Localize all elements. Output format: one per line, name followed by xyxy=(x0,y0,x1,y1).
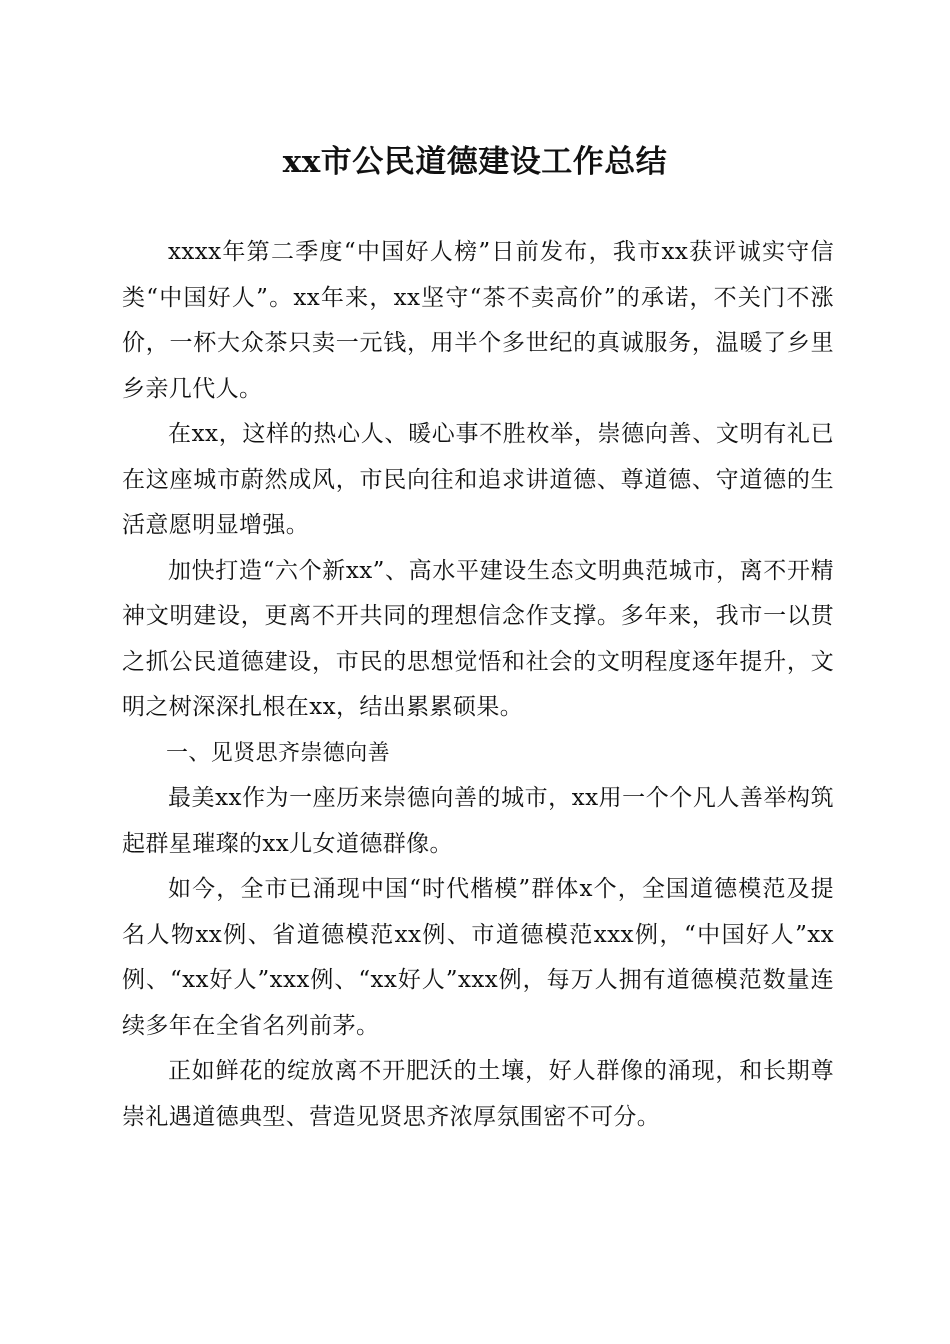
section-heading: 一、见贤思齐崇德向善 xyxy=(166,740,391,766)
paragraph: 最美xx作为一座历来崇德向善的城市，xx用一个个凡人善举构筑起群星璀璨的xx儿女道德群像。 xyxy=(122,785,834,857)
paragraph: xxxx年第二季度“中国好人榜”日前发布，我市xx获评诚实守信类“中国好人”。xx年来，xx坚守“茶不卖高价”的承诺，不关门不涨价，一杯大众茶只卖一元钱，用半个多世纪的真诚服务，温暖了乡里乡亲几代人。 xyxy=(122,239,834,402)
document-body xyxy=(122,230,834,1140)
paragraph: 在xx，这样的热心人、暖心事不胜枚举，崇德向善、文明有礼已在这座城市蔚然成风，市民向往和追求讲道德、尊道德、守道德的生活意愿明显增强。 xyxy=(122,421,834,538)
paragraph: 正如鲜花的绽放离不开肥沃的土壤，好人群像的涌现，和长期尊崇礼遇道德典型、营造见贤思齐浓厚氛围密不可分。 xyxy=(122,1058,834,1130)
document-title: xx市公民道德建设工作总结 xyxy=(282,144,668,180)
paragraph: 加快打造“六个新xx”、高水平建设生态文明典范城市，离不开精神文明建设，更离不开共同的理想信念作支撑。多年来，我市一以贯之抓公民道德建设，市民的思想觉悟和社会的文明程度逐年提升，文明之树深深扎根在xx，结出累累硕果。 xyxy=(122,557,834,720)
paragraph: 如今，全市已涌现中国“时代楷模”群体x个，全国道德模范及提名人物xx例、省道德模范xx例、市道德模范xxx例，“中国好人”xx例、“xx好人”xxx例、“xx好人”xxx例，每万人拥有道德模范数量连续多年在全省名列前茅。 xyxy=(122,876,834,1039)
